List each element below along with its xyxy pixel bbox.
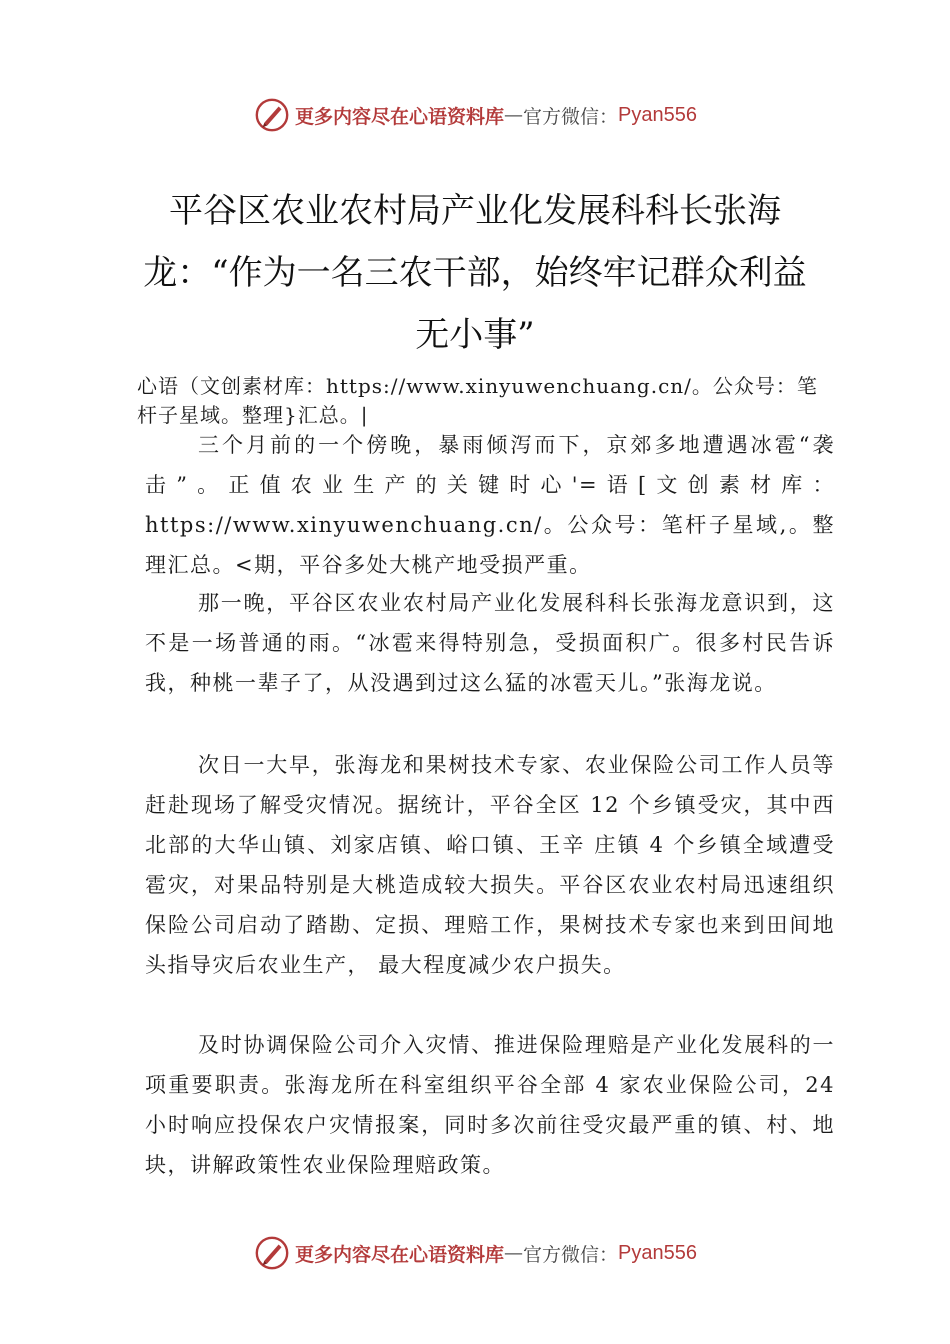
header-banner [0,95,950,135]
banner-wechat-label: 官方微信： [523,105,619,128]
banner-separator: — [504,1242,524,1264]
article-source-note: 心语（文创素材库：https://www.xinyuwenchuang.cn/。公众号：笔杆子星域。整理}汇总。| [137,374,818,427]
pen-logo-icon [253,96,291,134]
article-paragraph: 次日一大早，张海龙和果树技术专家、农业保险公司工作人员等赶赴现场了解受灾情况。据统计，平谷全区 12 个乡镇受灾，其中西北部的大华山镇、刘家店镇、峪口镇、王辛 庄镇 4 个乡镇全域遭受雹灾，对果品特别是大桃造成较大损失。平谷区农业农村局迅速组织保险公司启动了踏勘、定损、理赔工作，果树技术专家也来到田间地头指导灾后农业生产， 最大程度减少农户损失。 [145,753,835,977]
article-title: 平谷区农业农村局产业化发展科科长张海龙：“作为一名三农干部，始终牢记群众利益无小事” [143,191,807,355]
article-paragraph: 及时协调保险公司介入灾情、推进保险理赔是产业化发展科的一项重要职责。张海龙所在科室组织平谷全部 4 家农业保险公司，24 小时响应投保农户灾情报案，同时多次前往受灾最严重的镇、村、地块，讲解政策性农业保险理赔政策。 [145,1033,835,1177]
banner-brand-text: 更多内容尽在心语资料库 [295,1243,505,1266]
pen-logo-icon [253,1234,291,1272]
footer-banner [0,1233,950,1273]
banner-wechat-id: Pyan556 [618,1241,697,1264]
banner-wechat-label: 官方微信： [523,1243,619,1266]
article-paragraph: 那一晚，平谷区农业农村局产业化发展科科长张海龙意识到，这不是一场普通的雨。“冰雹来得特别急，受损面积广。很多村民告诉我，种桃一辈子了，从没遇到过这么猛的冰雹天儿。”张海龙说。 [145,591,835,695]
article-paragraph: 三个月前的一个傍晚，暴雨倾泻而下，京郊多地遭遇冰雹“袭击”。正值农业生产的关键时心'=语[文创素材库：https://www.xinyuwenchuang.cn/。公众号：笔杆子星域,。整理汇总。<期，平谷多处大桃产地受损严重。 [145,433,835,577]
banner-wechat-id: Pyan556 [618,103,697,126]
banner-brand-text: 更多内容尽在心语资料库 [295,105,505,128]
banner-separator: — [504,104,524,126]
